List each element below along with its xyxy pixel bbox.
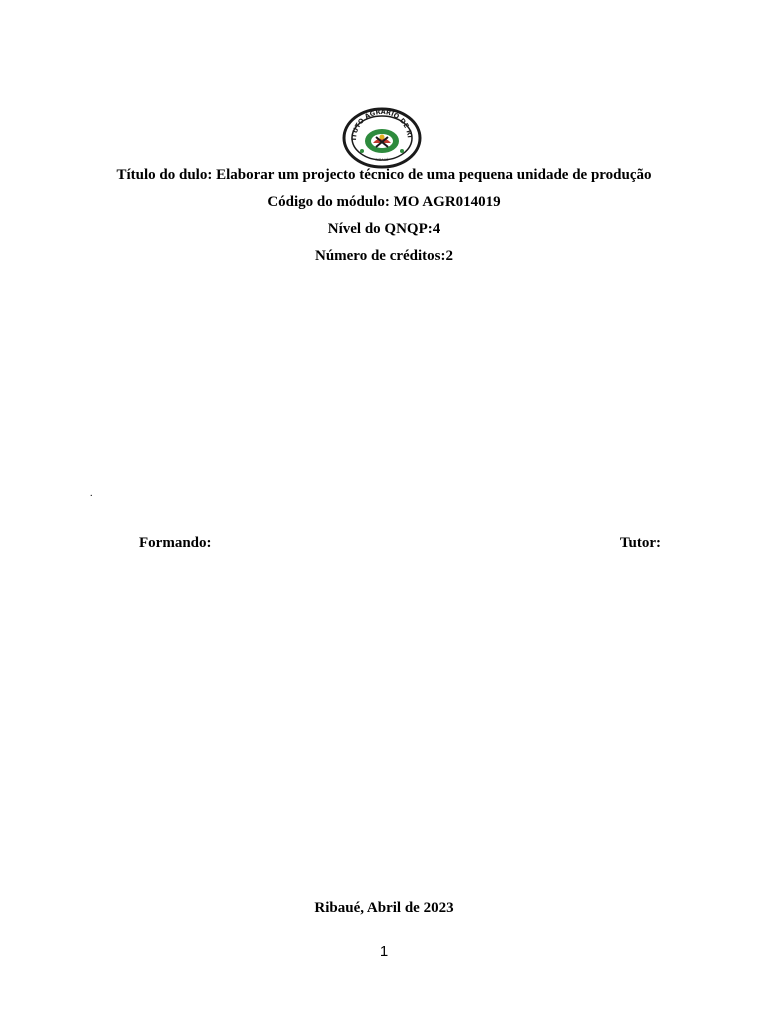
stray-mark: . xyxy=(90,488,93,499)
tutor-label: Tutor: xyxy=(619,535,661,551)
svg-text:INSTITUTO AGRÁRIO DE RIBAUÉ: ITUTO AGRÁRIO DE RI xyxy=(349,107,414,141)
page-number: 1 xyxy=(379,943,389,960)
svg-text:RIBAUÉ: RIBAUÉ xyxy=(375,158,389,162)
student-label: Formando: xyxy=(139,535,212,551)
module-title: Título do dulo: Elaborar um projecto técnico de uma pequena unidade de produção xyxy=(116,167,652,183)
institution-seal-icon xyxy=(342,107,422,169)
institution-logo xyxy=(342,107,422,169)
place-and-date: Ribaué, Abril de 2023 xyxy=(314,900,454,916)
module-code: Código do módulo: MO AGR014019 xyxy=(267,194,501,210)
qnqp-level: Nível do QNQP:4 xyxy=(327,221,441,237)
credits-count: Número de créditos:2 xyxy=(314,248,454,264)
